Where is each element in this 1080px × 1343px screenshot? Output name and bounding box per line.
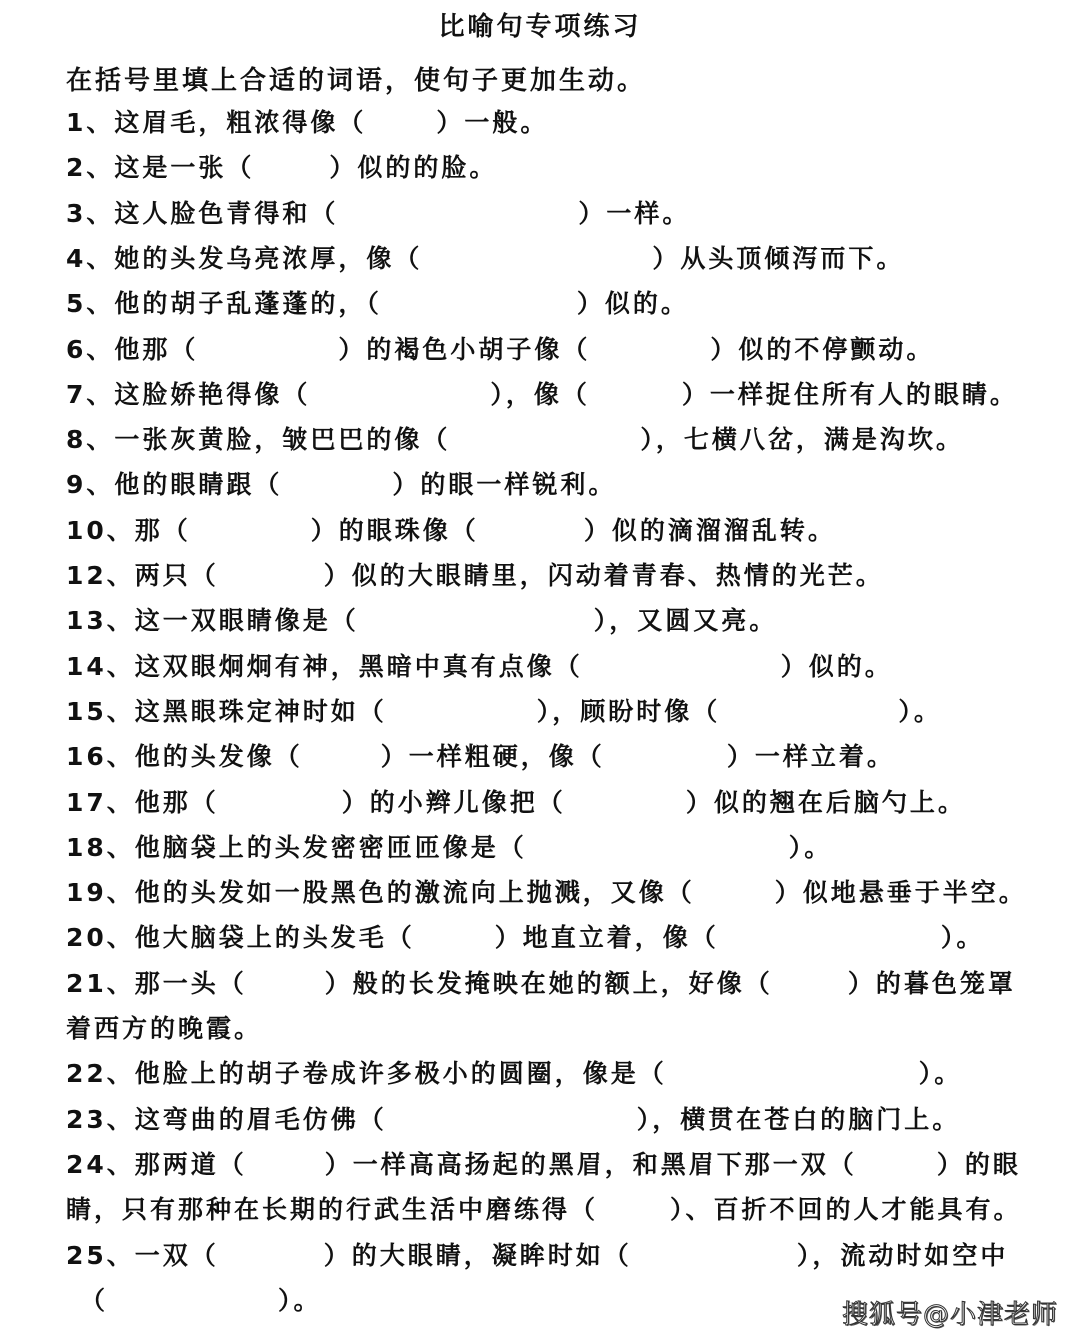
- sentence-text: 7、这脸娇艳得像（: [66, 379, 311, 409]
- sentence-text: ）。: [918, 1059, 963, 1089]
- sentence-text: 15、这黑眼珠定神时如（: [66, 696, 387, 726]
- sentence-text: ）的眼: [936, 1149, 1021, 1179]
- sentence-text: 22、他脸上的胡子卷成许多极小的圆圈，像是（: [66, 1059, 667, 1089]
- sentence-text: 21、那一头（: [66, 968, 247, 998]
- sentence-text: ）似的。: [576, 289, 689, 319]
- sentence-text: 10、那（: [66, 515, 191, 545]
- sentence-text: ）的小辫儿像把（: [341, 787, 566, 817]
- sentence-text: ）的暮色笼罩: [847, 968, 1016, 998]
- exercise-line: [66, 1236, 1008, 1276]
- sentence-text: ）似的翘在后脑勺上。: [685, 787, 966, 817]
- exercise-line: [66, 783, 966, 823]
- sentence-text: ）从头顶倾泻而下。: [652, 243, 905, 273]
- sentence-text: 睛，只有那种在长期的行武生活中磨练得（: [66, 1195, 599, 1225]
- sentence-text: ），七横八岔，满是沟坎。: [640, 425, 964, 455]
- exercise-line: [66, 828, 832, 868]
- sentence-text: ）。: [898, 696, 942, 726]
- exercise-line: [66, 1054, 962, 1094]
- sentence-text: ）的褐色小胡子像（: [338, 334, 591, 364]
- sentence-text: 9、他的眼睛跟（: [66, 470, 283, 500]
- exercise-line: [66, 465, 616, 505]
- instruction-text: 在括号里填上合适的词语，使句子更加生动。: [66, 66, 647, 96]
- sentence-text: 1、这眉毛，粗浓得像（: [66, 108, 367, 137]
- sentence-text: 24、那两道（: [66, 1149, 247, 1179]
- exercise-line: [66, 375, 1018, 415]
- sentence-text: 3、这人脸色青得和（: [66, 198, 339, 228]
- sentence-text: 着西方的晚霞。: [66, 1014, 263, 1043]
- sentence-text: ）地直立着，像（: [494, 923, 719, 953]
- watermark: 搜狐号@小津老师: [841, 1300, 1058, 1330]
- sentence-text: ）的眼一样锐利。: [392, 470, 617, 500]
- exercise-line: [66, 330, 934, 370]
- sentence-text: ），横贯在苍白的脑门上。: [636, 1104, 961, 1134]
- sentence-text: 16、他的头发像（: [66, 742, 303, 772]
- sentence-text: ）一般。: [436, 108, 549, 137]
- exercise-line: [66, 964, 1016, 1004]
- exercise-line: [66, 511, 836, 551]
- sentence-text: ）似的不停颤动。: [710, 334, 935, 364]
- sentence-text: ）似的的脸。: [329, 153, 498, 183]
- sentence-text: 6、他那（: [66, 334, 199, 364]
- sentence-text: 20、他大脑袋上的头发毛（: [66, 923, 415, 953]
- exercise-line: [66, 1190, 1022, 1230]
- exercise-line: [66, 194, 690, 234]
- exercise-line: [66, 737, 895, 777]
- exercise-line: [66, 1100, 960, 1140]
- sentence-text: ）一样。: [578, 198, 691, 228]
- exercise-line: [66, 692, 942, 732]
- sentence-text: 14、这双眼炯炯有神，黑暗中真有点像（: [66, 651, 583, 681]
- exercise-line: [66, 1145, 1021, 1185]
- sentence-text: ）般的长发掩映在她的额上，好像（: [324, 968, 773, 998]
- sentence-text: ）一样捉住所有人的眼睛。: [681, 379, 1018, 409]
- sentence-text: 13、这一双眼睛像是（: [66, 606, 359, 636]
- sentence-text: ）似的大眼睛里，闪动着青春、热情的光芒。: [323, 561, 884, 590]
- exercise-line: [66, 284, 689, 324]
- sentence-text: ）似地悬垂于半空。: [774, 878, 1027, 908]
- exercise-line: [66, 148, 497, 188]
- exercise-line: [66, 103, 548, 143]
- exercise-line: [66, 873, 1027, 913]
- sentence-text: ）的大眼睛，凝眸时如（: [323, 1240, 632, 1270]
- sentence-text: ）的眼珠像（: [310, 515, 479, 545]
- sentence-text: 2、这是一张（: [66, 153, 255, 183]
- worksheet-title: 比喻句专项练习: [438, 12, 642, 42]
- sentence-text: 17、他那（: [66, 787, 219, 817]
- sentence-text: 4、她的头发乌亮浓厚，像（: [66, 243, 423, 273]
- sentence-text: 12、两只（: [66, 561, 219, 590]
- sentence-text: ）一样高高扬起的黑眉，和黑眉下那一双（: [324, 1149, 857, 1179]
- sentence-text: （: [80, 1285, 109, 1315]
- sentence-text: ）似的滴溜溜乱转。: [583, 515, 836, 545]
- exercise-line: [66, 601, 777, 641]
- sentence-text: ）一样粗硬，像（: [380, 742, 605, 772]
- sentence-text: ），像（: [490, 379, 590, 409]
- sentence-text: ）。: [278, 1285, 322, 1315]
- sentence-text: 5、他的胡子乱蓬蓬的，（: [66, 289, 382, 319]
- exercise-line: [66, 1009, 262, 1049]
- exercise-line: [66, 420, 964, 460]
- sentence-text: 8、一张灰黄脸，皱巴巴的像（: [66, 425, 451, 455]
- exercise-line: [66, 556, 884, 596]
- sentence-text: ）。: [788, 832, 833, 862]
- exercise-line: [80, 1281, 322, 1321]
- sentence-text: 18、他脑袋上的头发密密匝匝像是（: [66, 832, 527, 862]
- sentence-text: ）。: [940, 923, 985, 953]
- sentence-text: 25、一双（: [66, 1240, 219, 1270]
- exercise-line: [66, 647, 893, 687]
- sentence-text: ）、百折不回的人才能具有。: [670, 1195, 1022, 1225]
- sentence-text: 23、这弯曲的眉毛仿佛（: [66, 1104, 387, 1134]
- sentence-text: 19、他的头发如一股黑色的激流向上抛溅，又像（: [66, 878, 695, 908]
- sentence-text: ），顾盼时像（: [536, 696, 721, 726]
- sentence-text: ），流动时如空中: [796, 1240, 1009, 1270]
- exercise-line: [66, 239, 904, 279]
- sentence-text: ）似的。: [780, 651, 893, 681]
- exercise-line: [66, 918, 984, 958]
- sentence-text: ）一样立着。: [726, 742, 895, 772]
- sentence-text: ），又圆又亮。: [593, 606, 778, 636]
